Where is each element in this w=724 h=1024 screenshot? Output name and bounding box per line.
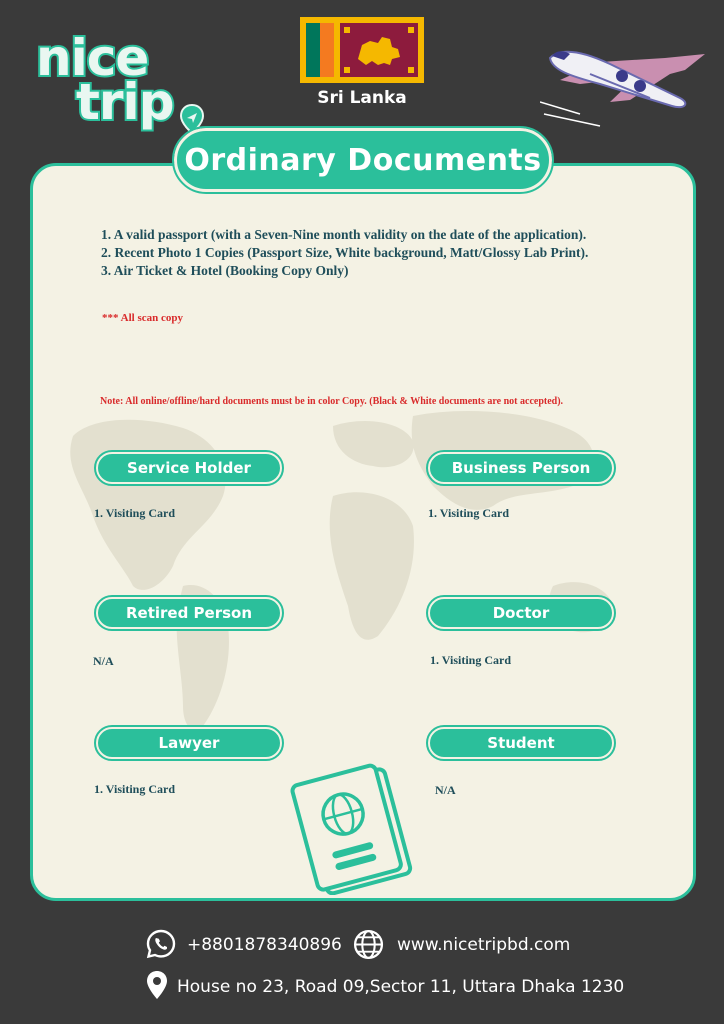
map-pin-icon [146,970,168,1000]
category-student-text: N/A [435,783,456,797]
category-retired-person: Retired Person [96,597,282,629]
sri-lanka-flag [300,17,424,83]
category-doctor-text: 1. Visiting Card [430,653,512,667]
passport-icon [288,760,418,895]
nicetrip-logo [30,30,190,140]
country-name: Sri Lanka [317,88,407,108]
requirement-item: 1. A valid passport (with a Seven-Nine month validity on the date of the application). [101,227,587,242]
category-business-person-text: 1. Visiting Card [428,506,510,520]
requirement-item: 2. Recent Photo 1 Copies (Passport Size, White background, Matt/Glossy Lab Print). [101,245,589,260]
airplane-icon [540,40,710,130]
address-text: House no 23, Road 09,Sector 11, Uttara Dhaka 1230 [177,977,625,997]
scan-copy-note: *** All scan copy [102,312,183,324]
category-business-person: Business Person [428,452,614,484]
page-title: Ordinary Documents [174,128,552,192]
whatsapp-icon [145,928,177,960]
category-doctor: Doctor [428,597,614,629]
category-lawyer: Lawyer [96,727,282,759]
category-student: Student [428,727,614,759]
requirements-list [101,226,588,280]
category-service-holder-text: 1. Visiting Card [94,506,176,520]
category-lawyer-text: 1. Visiting Card [94,782,176,796]
logo-text-trip: trip [76,73,174,131]
phone-number[interactable]: +8801878340896 [187,935,342,955]
color-copy-note: Note: All online/offline/hard documents must be in color Copy. (Black & White documents are not accepted). [100,396,564,407]
requirement-item: 3. Air Ticket & Hotel (Booking Copy Only) [101,263,349,278]
globe-icon [352,928,385,961]
category-service-holder: Service Holder [96,452,282,484]
logo-text-nice: nice [36,29,149,87]
category-retired-person-text: N/A [93,654,114,668]
website-link[interactable]: www.nicetripbd.com [397,935,571,955]
